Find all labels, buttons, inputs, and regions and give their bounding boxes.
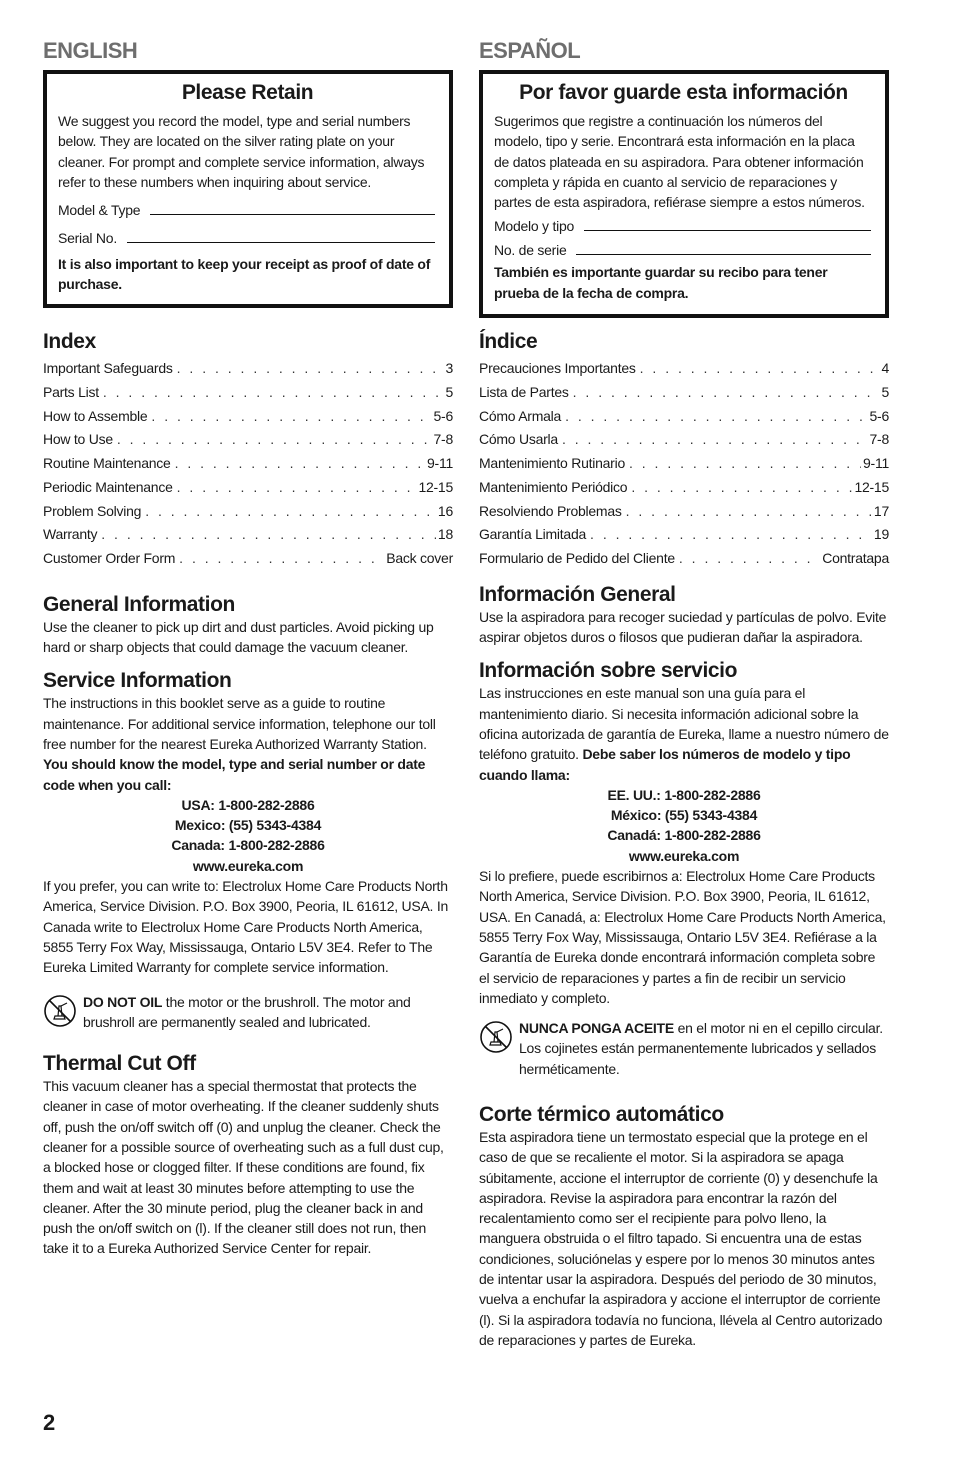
service-info-text — [43, 693, 453, 794]
index-item-label: Problem Solving — [43, 502, 142, 519]
index-item-label: Lista de Partes — [479, 383, 569, 400]
index-leader-dots — [101, 523, 436, 547]
service-info-title: Información sobre servicio — [479, 659, 738, 683]
index-item[interactable] — [43, 381, 453, 405]
index-item-label: Routine Maintenance — [43, 455, 171, 471]
index-item-page: 18 — [437, 526, 453, 543]
index-item-page: 5-6 — [433, 407, 453, 424]
phone-canada: Canada: 1-800-282-2886 — [171, 837, 325, 854]
index-item[interactable] — [43, 357, 453, 381]
index-item[interactable] — [479, 428, 889, 452]
index-item[interactable] — [479, 523, 889, 547]
index-list — [479, 357, 889, 571]
index-item-label: Resolviendo Problemas — [479, 502, 622, 519]
index-leader-dots — [117, 428, 432, 452]
model-type-line[interactable] — [584, 230, 871, 231]
index-title: Índice — [479, 330, 538, 353]
page-number: 2 — [43, 1410, 56, 1435]
do-not-oil-rest: en el motor ni en el cepillo circular. Los cojinetes están permanentemente lubricados y sellados herméticamente. — [519, 1020, 883, 1077]
index-leader-dots — [640, 357, 880, 381]
index-item-page: 7-8 — [869, 431, 889, 448]
index-item[interactable] — [479, 405, 889, 429]
index-list — [43, 357, 453, 571]
index-item-page: 5-6 — [869, 407, 889, 424]
thermal-title: Corte térmico automático — [479, 1102, 724, 1126]
index-item-page: 16 — [437, 502, 453, 519]
index-item-label: Parts List — [43, 383, 99, 400]
serial-number-line[interactable] — [576, 254, 871, 255]
serial-number-label: Serial No. — [58, 230, 117, 247]
service-text: The instructions in this booklet serve as a guide to routine maintenance. For additional service information, telephone our toll free number for the nearest Eureka Authorized Warranty Station. — [43, 695, 436, 752]
model-type-field[interactable] — [58, 198, 437, 218]
index-item-page: 4 — [881, 360, 889, 376]
index-item-label: Mantenimiento Periódico — [479, 478, 628, 495]
receipt-note: También es importante guardar su recibo para tener prueba de la fecha de compra. — [494, 264, 828, 301]
index-item[interactable] — [43, 500, 453, 524]
index-leader-dots — [179, 547, 384, 571]
model-type-field[interactable] — [494, 214, 873, 234]
index-leader-dots — [626, 500, 872, 524]
index-item-page: 5 — [445, 383, 453, 400]
phone-usa: EE. UU.: 1-800-282-2886 — [607, 786, 761, 803]
index-leader-dots — [151, 405, 431, 429]
index-item[interactable] — [479, 381, 889, 405]
general-info-title: Información General — [479, 582, 676, 606]
index-leader-dots — [562, 428, 868, 452]
model-type-label: Modelo y tipo — [494, 218, 575, 235]
index-item-page: Back cover — [386, 550, 453, 566]
serial-number-label: No. de serie — [494, 242, 567, 259]
thermal-title: Thermal Cut Off — [43, 1052, 196, 1076]
service-bold-text: Debe saber los números de modelo y tipo cuando llama: — [479, 746, 851, 783]
do-not-oil-notice — [43, 992, 453, 1033]
index-item[interactable] — [43, 405, 453, 429]
index-item[interactable] — [43, 452, 453, 476]
index-item-page: 12-15 — [854, 478, 889, 495]
model-type-label: Model & Type — [58, 202, 141, 219]
index-item-page: 9-11 — [863, 455, 889, 471]
index-item-label: Cómo Armala — [479, 407, 562, 424]
index-item-label: Mantenimiento Rutinario — [479, 455, 625, 471]
do-not-oil-rest: the motor or the brushroll. The motor and brushroll are permanently sealed and lubricated. — [83, 993, 411, 1030]
do-not-oil-text — [519, 1018, 889, 1079]
general-info-title: General Information — [43, 592, 235, 616]
index-item-label: Formulario de Pedido del Cliente — [479, 550, 675, 566]
website-link[interactable]: www.eureka.com — [192, 857, 304, 874]
index-leader-dots — [175, 452, 425, 476]
service-info-text — [479, 683, 889, 784]
index-leader-dots — [631, 476, 852, 500]
website-link[interactable]: www.eureka.com — [628, 847, 740, 864]
index-item-page: 7-8 — [433, 431, 453, 448]
retain-text: Sugerimos que registre a continuación los números del modelo, tipo y serie. Encontrará esta información en la placa de datos plateada en su aspiradora. Para obtener información completa y rápida en cuanto al servicio de reparaciones y partes de esta aspiradora, refiérase siempre a estos números. — [494, 113, 865, 211]
index-title: Index — [43, 330, 96, 353]
index-item-label: How to Use — [43, 431, 113, 448]
index-item-label: Important Safeguards — [43, 360, 173, 376]
index-item-label: Cómo Usarla — [479, 431, 558, 448]
general-info-text: Use la aspiradora para recoger suciedad y partículas de polvo. Evite aspirar objetos duros o filosos que pudieran dañar la aspiradora. — [479, 608, 887, 646]
index-leader-dots — [177, 357, 444, 381]
phone-canada: Canadá: 1-800-282-2886 — [607, 827, 761, 844]
language-heading: ENGLISH — [43, 38, 138, 63]
index-item[interactable] — [43, 476, 453, 500]
do-not-oil-bold: NUNCA PONGA ACEITE — [519, 1020, 674, 1037]
index-leader-dots — [629, 452, 861, 476]
index-leader-dots — [103, 381, 444, 405]
service-info-title: Service Information — [43, 669, 232, 693]
do-not-oil-notice — [479, 1018, 889, 1079]
do-not-oil-text — [83, 992, 453, 1033]
index-leader-dots — [679, 547, 820, 571]
serial-number-line[interactable] — [127, 242, 435, 243]
index-item-page: Contratapa — [822, 550, 889, 566]
model-type-line[interactable] — [150, 214, 435, 215]
retain-title: Por favor guarde esta información — [519, 81, 848, 104]
service-bold-text: You should know the model, type and serial number or date code when you call: — [43, 756, 426, 793]
index-leader-dots — [573, 381, 880, 405]
index-item-page: 12-15 — [418, 478, 453, 495]
index-leader-dots — [590, 523, 872, 547]
serial-number-field[interactable] — [494, 238, 873, 258]
please-retain-box — [479, 70, 889, 318]
index-leader-dots — [565, 405, 867, 429]
service-text: Las instrucciones en este manual son una guía para el mantenimiento diario. Si necesita información adicional sobre la oficina autorizada de garantía de Eureka, llame a nuestro número de teléfono gratuito. — [479, 685, 889, 763]
general-info-text: Use the cleaner to pick up dirt and dust particles. Avoid picking up hard or sharp objects that could damage the vacuum cleaner. — [43, 618, 434, 656]
thermal-text: This vacuum cleaner has a special thermostat that protects the cleaner in case of motor overheating. If the cleaner suddenly shuts off, push the on/off switch off (0) and unplug the cleaner. Check the cleaner for a possible source of overheating such as a full dust cup, a blocked hose or clogged filter. If these conditions are found, fix them and wait at least 30 minutes before attempting to use the cleaner. After the 30 minute period, plug the cleaner back in and push the on/off switch on (l). If the cleaner still does not run, then take it to a Eureka Authorized Service Center for repair. — [43, 1078, 444, 1257]
index-leader-dots — [177, 476, 417, 500]
index-item-label: Customer Order Form — [43, 550, 176, 566]
phone-mexico: México: (55) 5343-4384 — [610, 807, 758, 824]
index-item-page: 19 — [873, 526, 889, 543]
please-retain-box — [43, 70, 453, 308]
index-item-page: 17 — [873, 502, 889, 519]
index-item[interactable] — [43, 523, 453, 547]
index-item[interactable] — [43, 428, 453, 452]
index-item-label: How to Assemble — [43, 407, 148, 424]
index-item[interactable] — [479, 547, 889, 571]
no-oil-icon — [43, 994, 77, 1028]
phone-usa: USA: 1-800-282-2886 — [181, 796, 315, 813]
serial-number-field[interactable] — [58, 226, 437, 246]
phone-mexico: Mexico: (55) 5343-4384 — [174, 817, 322, 834]
index-item[interactable] — [43, 547, 453, 571]
index-item[interactable] — [479, 500, 889, 524]
receipt-note: It is also important to keep your receipt as proof of date of purchase. — [58, 256, 431, 293]
index-item-page: 3 — [445, 360, 453, 376]
index-leader-dots — [145, 500, 436, 524]
index-item-label: Warranty — [43, 526, 98, 543]
retain-title: Please Retain — [181, 81, 314, 104]
do-not-oil-bold: DO NOT OIL — [83, 993, 163, 1010]
index-item-label: Periodic Maintenance — [43, 478, 173, 495]
service-write-text: Si lo prefiere, puede escribirnos a: Electrolux Home Care Products North America, Service Division. P.O. Box 3900, Peoria, IL 61612, USA. En Canadá, a: Electrolux Home Care Products North America, 5855 Terry Fox Way, Mississauga, Ontario L5V 3E4. Refiérase a la Garantía de Eureka donde encontrará información completa sobre el servicio de reparaciones y partes a fin de recibir un servicio inmediato y completo. — [479, 868, 886, 1006]
retain-text: We suggest you record the model, type and serial numbers below. They are located on the silver rating plate on your cleaner. For prompt and complete service information, always refer to these numbers when inquiring about service. — [58, 113, 425, 190]
index-item-page: 9-11 — [427, 455, 453, 471]
index-item-page: 5 — [881, 383, 889, 400]
index-item-label: Garantía Limitada — [479, 526, 587, 543]
index-item[interactable] — [479, 357, 889, 381]
no-oil-icon — [479, 1020, 513, 1054]
service-write-text: If you prefer, you can write to: Electrolux Home Care Products North America, Service Division. P.O. Box 3900, Peoria, IL 61612, USA. In Canada write to Electrolux Home Care Products North America, 5855 Terry Fox Way, Mississauga, Ontario L5V 3E4. Refer to The Eureka Limited Warranty for complete service information. — [43, 878, 449, 976]
index-item[interactable] — [479, 452, 889, 476]
english-column — [43, 38, 453, 1259]
thermal-text: Esta aspiradora tiene un termostato especial que la protege en el caso de que se recaliente el motor. Si la aspiradora se apaga súbitamente, accione el interruptor de corriente (0) y desenchufe la aspiradora. Revise la aspiradora para encontrar la razón del recalentamiento como ser el recipiente para polvo lleno, la manguera obstruida o el filtro tapado. Si encuentra una de estas condiciones, soluciónelas y espere por lo menos 30 minutos antes de intentar usar la aspiradora. Después del periodo de 30 minutos, vuelva a enchufar la aspiradora y accione el interruptor de corriente (l). Si la aspiradora todavía no funciona, llévela al Centro autorizado de reparaciones y partes de Eureka. — [479, 1128, 883, 1348]
index-item-label: Precauciones Importantes — [479, 360, 636, 376]
index-item[interactable] — [479, 476, 889, 500]
spanish-column — [479, 38, 889, 1350]
language-heading: ESPAÑOL — [479, 38, 581, 63]
